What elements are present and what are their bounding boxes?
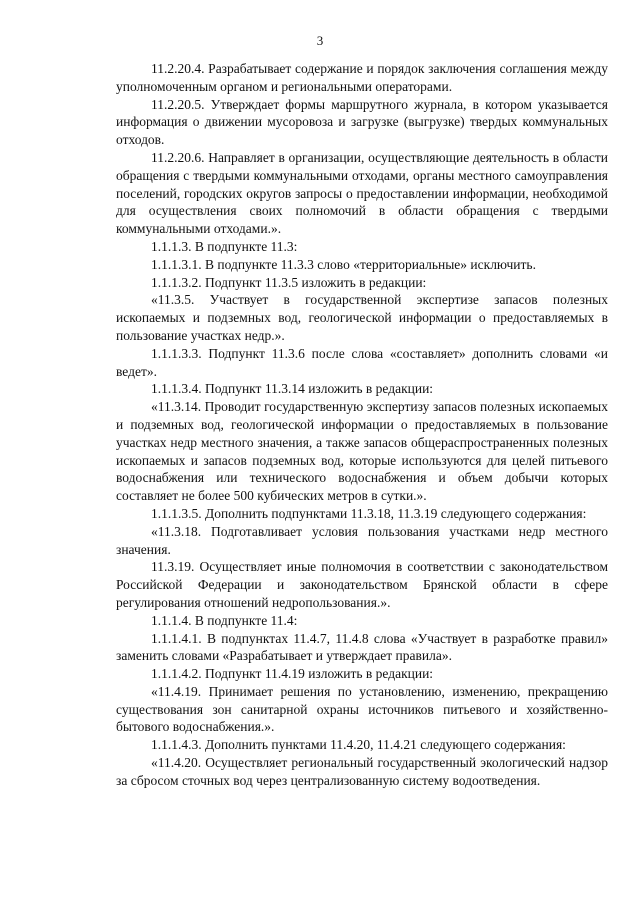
paragraph: 1.1.1.4.1. В подпунктах 11.4.7, 11.4.8 слова «Участвует в разработке правил» заменить словами «Разрабатывает и утверждает правила».: [116, 630, 608, 664]
paragraph: «11.3.18. Подготавливает условия пользования участками недр местного значения.: [116, 523, 608, 557]
paragraph: «11.3.14. Проводит государственную экспертизу запасов полезных ископаемых и подземных вод, геологической информации о предоставляемых в пользование участках недр местного значения, а также запасов общераспространенных полезных ископаемых и запасов подземных вод, которые используются для целей питьевого водоснабжения или технического водоснабжения и объем добычи которых составляет не более 500 кубических метров в сутки.».: [116, 399, 608, 504]
paragraph: 1.1.1.3.2. Подпункт 11.3.5 изложить в редакции:: [151, 274, 427, 290]
paragraph: 1.1.1.3.3. Подпункт 11.3.6 после слова «составляет» дополнить словами «и ведет».: [116, 345, 608, 379]
paragraph: 11.2.20.6. Направляет в организации, осуществляющие деятельность в области обращения с твердыми коммунальными отходами, органы местного самоуправления поселений, городских округов запросы о предоставлении информации, необходимой для осуществления своих полномочий в области обращения с твердыми коммунальными отходами.».: [116, 149, 608, 237]
paragraph: 1.1.1.4.2. Подпункт 11.4.19 изложить в редакции:: [151, 666, 434, 682]
paragraph: 1.1.1.3.1. В подпункте 11.3.3 слово «территориальные» исключить.: [151, 256, 536, 272]
paragraph: 1.1.1.3. В подпункте 11.3:: [151, 238, 298, 254]
page-number: 3: [316, 33, 324, 48]
paragraph: «11.3.5. Участвует в государственной экспертизе запасов полезных ископаемых и подземных вод, геологической информации о предоставляемых в пользование участках недр.».: [116, 292, 608, 343]
paragraph: 1.1.1.3.4. Подпункт 11.3.14 изложить в редакции:: [151, 381, 434, 397]
document-body: [116, 60, 608, 790]
paragraph: 11.3.19. Осуществляет иные полномочия в соответствии с законодательством Российской Федерации и законодательством Брянской области в сфере регулирования отношений недропользования.».: [116, 559, 608, 610]
paragraph: «11.4.19. Принимает решения по установлению, изменению, прекращению существования зон санитарной охраны источников питьевого и хозяйственно-бытового водоснабжения.».: [116, 683, 608, 735]
paragraph: 11.2.20.4. Разрабатывает содержание и порядок заключения соглашения между уполномоченным органом и региональными операторами.: [116, 61, 608, 94]
paragraph: 1.1.1.3.5. Дополнить подпунктами 11.3.18, 11.3.19 следующего содержания:: [151, 505, 587, 521]
paragraph: «11.4.20. Осуществляет региональный государственный экологический надзор за сбросом сточных вод через централизованную систему водоотведения.: [116, 755, 608, 788]
paragraph: 1.1.1.4.3. Дополнить пунктами 11.4.20, 11.4.21 следующего содержания:: [151, 737, 566, 753]
paragraph: 1.1.1.4. В подпункте 11.4:: [151, 612, 298, 628]
paragraph: 11.2.20.5. Утверждает формы маршрутного журнала, в котором указывается информация о движении мусоровоза и загрузке (выгрузке) твердых коммунальных отходов.: [116, 96, 608, 148]
